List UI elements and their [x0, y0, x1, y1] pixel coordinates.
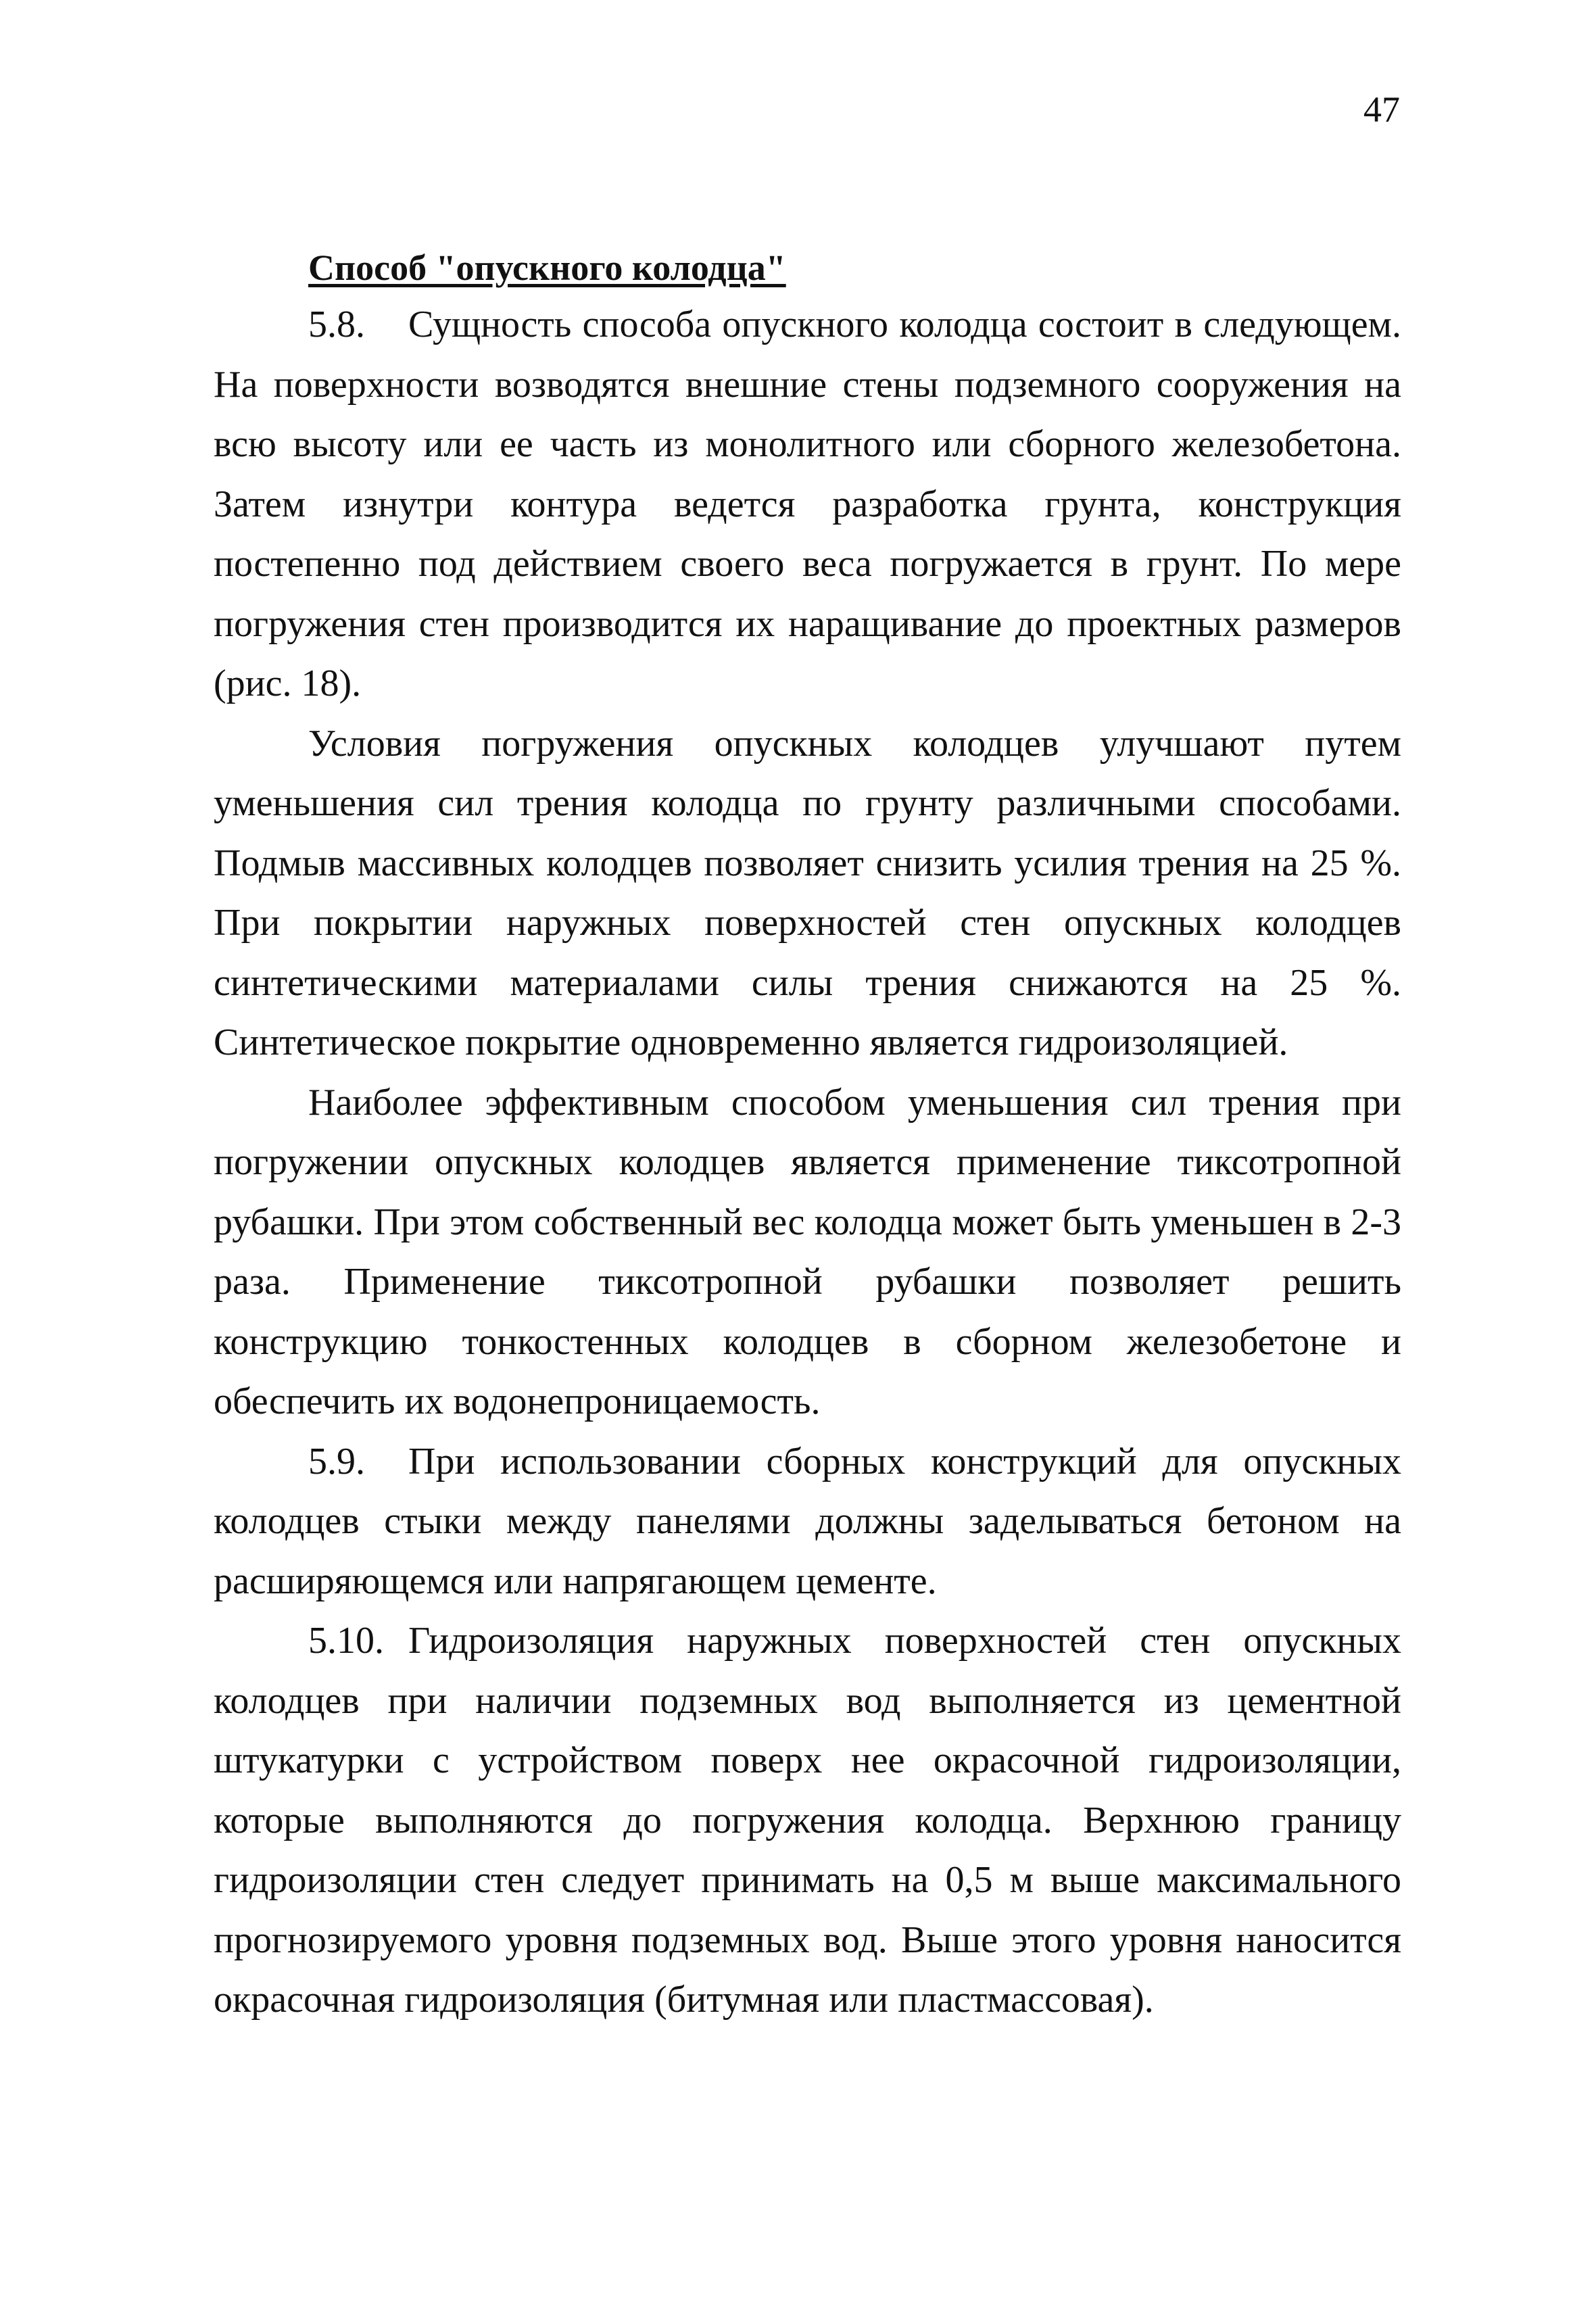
paragraph-text: Гидроизоляция наружных поверхностей стен опускных колодцев при наличии подземных вод выполняется из цементной штукатурки с устройством поверх нее окрасочной гидроизоляции, которые выполняются до погружения колодца. Верхнюю границу гидроизоляции стен следует принимать на 0,5 м выше максимального прогнозируемого уровня подземных вод. Выше этого уровня наносится окрасочная гидроизоляция (битумная или пластмассовая).: [214, 1620, 1401, 2021]
paragraph-number: 5.8.: [308, 304, 365, 345]
paragraph-text: Наиболее эффективным способом уменьшения сил трения при погружении опускных колодцев является применение тиксотропной рубашки. При этом собственный вес колодца может быть уменьшен в 2-3 раза. Применение тиксотропной рубашки позволяет решить конструкцию тонкостенных колодцев в сборном железобетоне и обеспечить их водонепроницаемость.: [214, 1081, 1401, 1422]
paragraph-5-8: [214, 295, 1401, 714]
page-number: 47: [1363, 89, 1400, 130]
page-content: [214, 241, 1401, 2030]
section-heading: Способ "опускного колодца": [308, 247, 786, 288]
paragraph-text: Условия погружения опускных колодцев улучшают путем уменьшения сил трения колодца по грунту различными способами. Подмыв массивных колодцев позволяет снизить усилия трения на 25 %. При покрытии наружных поверхностей стен опускных колодцев синтетическими материалами силы трения снижаются на 25 %. Синтетическое покрытие одновременно является гидроизоляцией.: [214, 722, 1401, 1063]
paragraph-number: 5.9.: [308, 1440, 365, 1482]
paragraph-text: Сущность способа опускного колодца состоит в следующем. На поверхности возводятся внешние стены подземного сооружения на всю высоту или ее часть из монолитного или сборного железобетона. Затем изнутри контура ведется разработка грунта, конструкция постепенно под действием своего веса погружается в грунт. По мере погружения стен производится их наращивание до проектных размеров (рис. 18).: [214, 304, 1401, 704]
paragraph-friction-reduction: [214, 714, 1401, 1073]
paragraph-number: 5.10.: [308, 1620, 384, 1662]
paragraph-5-10: [214, 1611, 1401, 2030]
paragraph-thixotropic-jacket: [214, 1073, 1401, 1432]
paragraph-text: При использовании сборных конструкций для опускных колодцев стыки между панелями должны заделываться бетоном на расширяющемся или напрягающем цементе.: [214, 1440, 1401, 1602]
paragraph-5-9: [214, 1432, 1401, 1612]
